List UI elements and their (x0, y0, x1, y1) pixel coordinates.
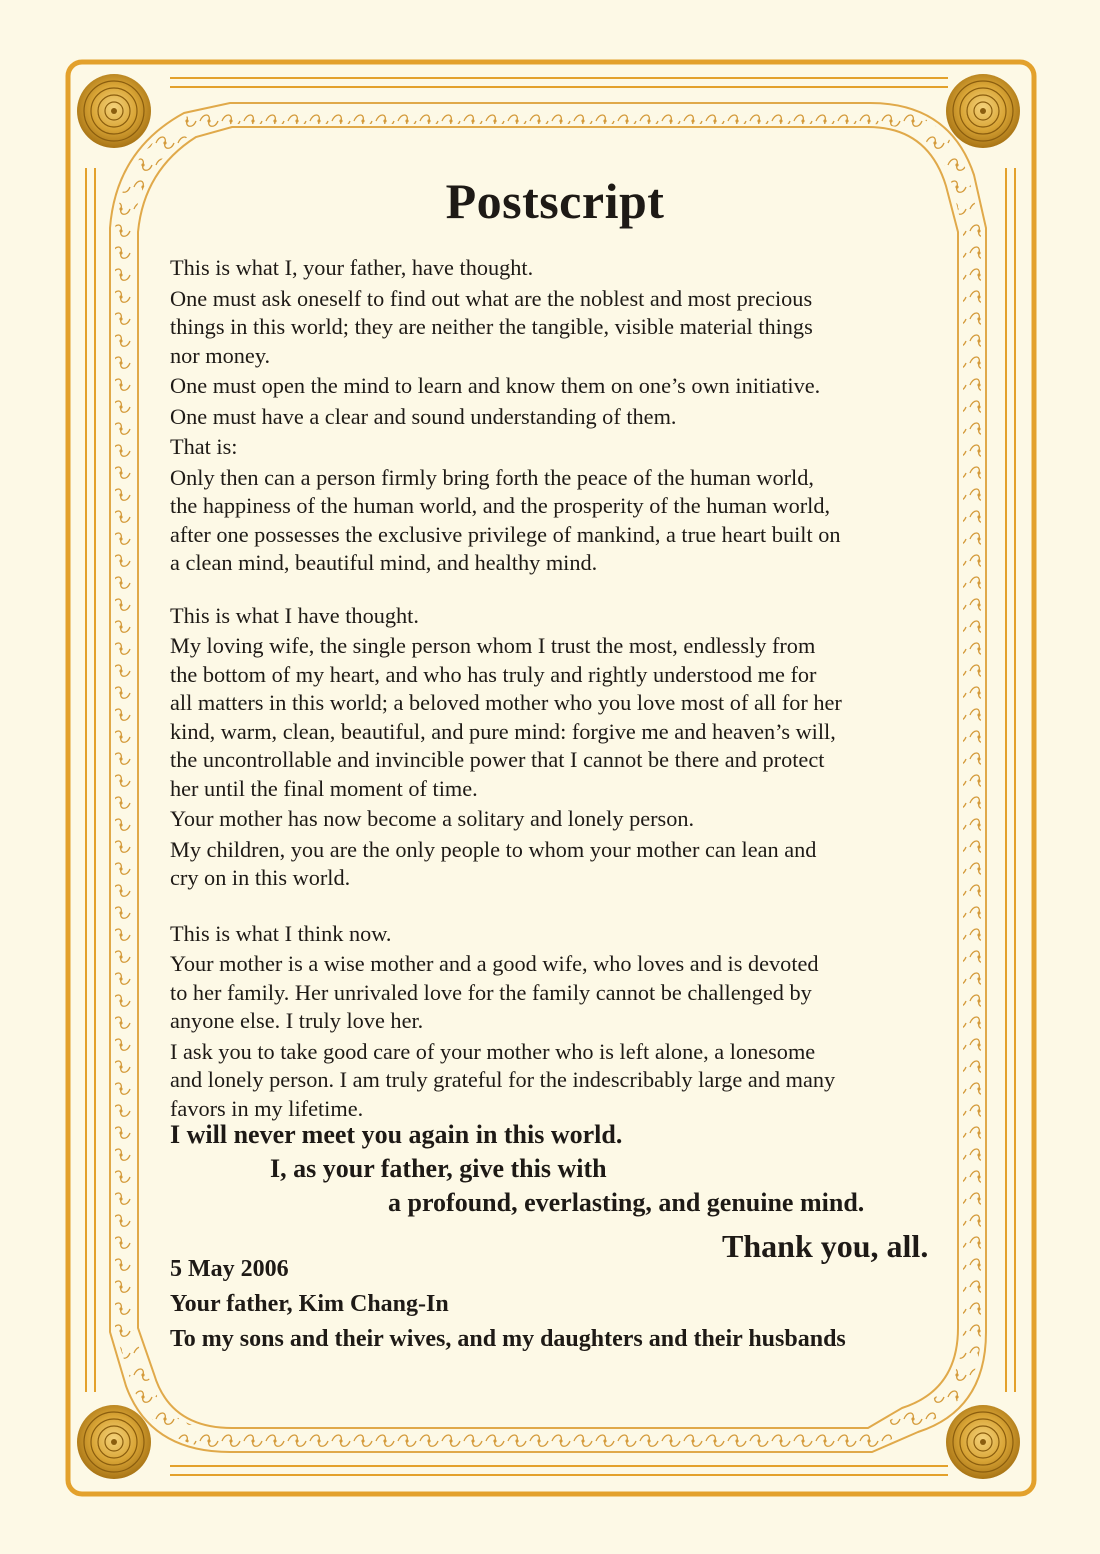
paragraph: I ask you to take good care of your mother who is left alone, a lonesome and lonely person. I am truly grateful for the indescribably large and many favors in my lifetime. (170, 1038, 836, 1121)
paragraph: One must have a clear and sound understanding of them. (170, 403, 677, 429)
paragraph: This is what I think now. (170, 920, 392, 946)
paragraph: One must open the mind to learn and know them on one’s own initiative. (170, 373, 821, 398)
paragraph: This is what I, your father, have thought. (170, 255, 534, 280)
section-3 (170, 920, 970, 1124)
corner-medallion-bottom-right (946, 1405, 1020, 1479)
closing-line-1: I will never meet you again in this world. (170, 1120, 623, 1149)
paragraph: Your mother has now become a solitary and lonely person. (170, 806, 695, 831)
letter-body (170, 254, 970, 1125)
signature-from: Your father, Kim Chang-In (170, 1291, 449, 1317)
paragraph: That is: (170, 434, 238, 459)
paragraph: One must ask oneself to find out what are the noblest and most precious things in this world; they are neither the tangible, visible material things nor money. (170, 285, 813, 368)
corner-medallion-top-left (77, 74, 151, 148)
section-2 (170, 602, 970, 893)
paragraph: Only then can a person firmly bring forth the peace of the human world, the happiness of the human world, and the prosperity of the human world, after one possesses the exclusive privilege of mankind, a true heart built on a clean mind, beautiful mind, and healthy mind. (170, 464, 841, 575)
paragraph: My children, you are the only people to whom your mother can lean and cry on in this world. (170, 836, 817, 890)
closing-statement (170, 1118, 970, 1220)
paragraph: Your mother is a wise mother and a good wife, who loves and is devoted to her family. Her unrivaled love for the family cannot be challenged by anyone else. I truly love her. (170, 951, 819, 1033)
section-1 (170, 254, 970, 578)
corner-medallion-top-right (946, 74, 1020, 148)
thank-you-line: Thank you, all. (722, 1228, 929, 1264)
signature-date: 5 May 2006 (170, 1256, 289, 1282)
corner-medallion-bottom-left (77, 1405, 151, 1479)
closing-line-3: a profound, everlasting, and genuine mind. (388, 1188, 865, 1217)
signature-block (170, 1252, 846, 1357)
page-title: Postscript (445, 173, 665, 229)
paragraph: My loving wife, the single person whom I trust the most, endlessly from the bottom of my heart, and who has truly and rightly understood me for all matters in this world; a beloved mother who you love most of all for her kind, warm, clean, beautiful, and pure mind: forgive me and heaven’s will, the uncontrollable and invincible power that I cannot be there and protect her until the final moment of time. (170, 633, 842, 801)
closing-line-2: I, as your father, give this with (270, 1154, 607, 1183)
signature-recipients: To my sons and their wives, and my daughters and their husbands (170, 1326, 846, 1352)
paragraph: This is what I have thought. (170, 602, 419, 628)
